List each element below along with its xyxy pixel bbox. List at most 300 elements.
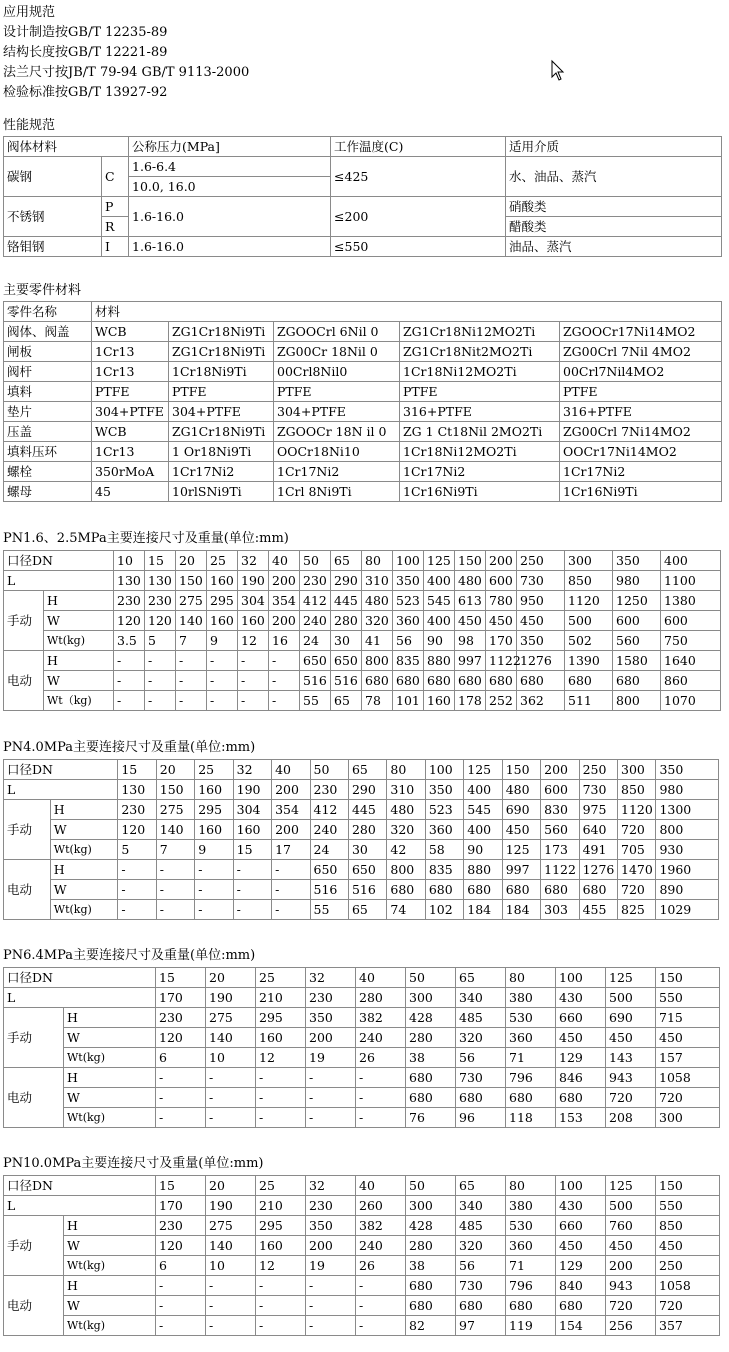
- value-cell: 230: [118, 800, 156, 820]
- part-name: 螺母: [4, 482, 92, 502]
- part-name: 阀体、阀盖: [4, 322, 92, 342]
- value-cell: 19: [306, 1256, 356, 1276]
- value-cell: 750: [661, 631, 721, 651]
- value-cell: -: [306, 1316, 356, 1336]
- sub-label: H: [44, 591, 114, 611]
- medium-cell: 醋酸类: [506, 217, 722, 237]
- value-cell: 280: [348, 820, 386, 840]
- value-cell: 1276: [579, 860, 617, 880]
- value-cell: 1960: [656, 860, 719, 880]
- row-label: 口径DN: [4, 760, 118, 780]
- material-cell: PTFE: [169, 382, 274, 402]
- value-cell: 160: [238, 611, 269, 631]
- value-cell: 1122: [486, 651, 517, 671]
- value-cell: 880: [424, 651, 455, 671]
- value-cell: 480: [387, 800, 425, 820]
- temperature-cell: ≤200: [331, 197, 506, 237]
- dn-cell: 100: [556, 968, 606, 988]
- part-name: 垫片: [4, 402, 92, 422]
- value-cell: 350: [517, 631, 565, 651]
- value-cell: 125: [502, 840, 540, 860]
- value-cell: 90: [464, 840, 502, 860]
- length-cell: 350: [425, 780, 463, 800]
- value-cell: 445: [331, 591, 362, 611]
- value-cell: 1058: [656, 1068, 720, 1088]
- length-cell: 310: [362, 571, 393, 591]
- value-cell: 680: [556, 1296, 606, 1316]
- value-cell: 303: [541, 900, 579, 920]
- value-cell: 5: [118, 840, 156, 860]
- value-cell: -: [207, 651, 238, 671]
- sub-label: W: [50, 820, 118, 840]
- value-cell: 65: [348, 900, 386, 920]
- value-cell: 412: [310, 800, 348, 820]
- value-cell: 16: [269, 631, 300, 651]
- value-cell: 200: [272, 820, 310, 840]
- table-row: [4, 880, 719, 900]
- value-cell: -: [356, 1276, 406, 1296]
- value-cell: 1120: [618, 800, 656, 820]
- table-row: [4, 1316, 720, 1336]
- dn-cell: 20: [156, 760, 194, 780]
- value-cell: 796: [506, 1068, 556, 1088]
- dn-cell: 40: [356, 1176, 406, 1196]
- length-cell: 290: [348, 780, 386, 800]
- value-cell: 280: [331, 611, 362, 631]
- value-cell: 24: [310, 840, 348, 860]
- value-cell: -: [356, 1068, 406, 1088]
- length-cell: 280: [356, 988, 406, 1008]
- row-label: L: [4, 988, 156, 1008]
- value-cell: -: [206, 1316, 256, 1336]
- value-cell: -: [238, 691, 269, 711]
- length-cell: 130: [145, 571, 176, 591]
- value-cell: -: [156, 1108, 206, 1128]
- value-cell: 943: [606, 1068, 656, 1088]
- value-cell: 560: [613, 631, 661, 651]
- value-cell: 796: [506, 1276, 556, 1296]
- value-cell: 450: [502, 820, 540, 840]
- material-cell: ZG1Cr18Nit2MO2Ti: [400, 342, 560, 362]
- sub-label: W: [64, 1296, 156, 1316]
- value-cell: 485: [456, 1008, 506, 1028]
- value-cell: 118: [506, 1108, 556, 1128]
- value-cell: 943: [606, 1276, 656, 1296]
- standard-line: 结构长度按GB/T 12221-89: [3, 45, 168, 60]
- material-cell: PTFE: [92, 382, 169, 402]
- dn-cell: 80: [362, 551, 393, 571]
- pressure-cell: 1.6-6.4: [129, 157, 331, 177]
- value-cell: -: [114, 651, 145, 671]
- value-cell: 98: [455, 631, 486, 651]
- dn-cell: 25: [256, 1176, 306, 1196]
- header-cell: 公称压力(MPa]: [129, 137, 331, 157]
- material-cell: 1Cr17Ni2: [274, 462, 400, 482]
- value-cell: 530: [506, 1216, 556, 1236]
- value-cell: 428: [406, 1008, 456, 1028]
- value-cell: 715: [656, 1008, 720, 1028]
- length-cell: 160: [195, 780, 233, 800]
- table-row: [4, 482, 722, 502]
- material-cell: 1Cr18Ni12MO2Ti: [400, 442, 560, 462]
- length-cell: 400: [464, 780, 502, 800]
- value-cell: 1640: [661, 651, 721, 671]
- value-cell: 382: [356, 1216, 406, 1236]
- value-cell: 275: [176, 591, 207, 611]
- value-cell: 1276: [517, 651, 565, 671]
- value-cell: 680: [406, 1276, 456, 1296]
- value-cell: 680: [613, 671, 661, 691]
- value-cell: 200: [306, 1236, 356, 1256]
- performance-title: 性能规范: [3, 118, 56, 133]
- value-cell: 680: [486, 671, 517, 691]
- value-cell: 173: [541, 840, 579, 860]
- value-cell: 55: [300, 691, 331, 711]
- value-cell: -: [306, 1276, 356, 1296]
- value-cell: 178: [455, 691, 486, 711]
- value-cell: 102: [425, 900, 463, 920]
- value-cell: 19: [306, 1048, 356, 1068]
- value-cell: -: [176, 671, 207, 691]
- value-cell: 660: [556, 1008, 606, 1028]
- length-cell: 480: [455, 571, 486, 591]
- value-cell: 295: [256, 1008, 306, 1028]
- value-cell: -: [145, 691, 176, 711]
- length-cell: 600: [541, 780, 579, 800]
- length-cell: 980: [613, 571, 661, 591]
- dn-cell: 350: [613, 551, 661, 571]
- sub-label: H: [44, 651, 114, 671]
- value-cell: -: [256, 1068, 306, 1088]
- table-row: [4, 1256, 720, 1276]
- value-cell: 1029: [656, 900, 719, 920]
- length-cell: 210: [256, 1196, 306, 1216]
- dn-cell: 20: [176, 551, 207, 571]
- value-cell: -: [156, 860, 194, 880]
- dn-cell: 15: [156, 1176, 206, 1196]
- value-cell: -: [272, 860, 310, 880]
- value-cell: -: [356, 1108, 406, 1128]
- value-cell: 12: [256, 1048, 306, 1068]
- dn-cell: 32: [233, 760, 271, 780]
- length-cell: 430: [556, 988, 606, 1008]
- value-cell: 680: [406, 1296, 456, 1316]
- material-cell: PTFE: [560, 382, 722, 402]
- value-cell: -: [238, 651, 269, 671]
- value-cell: 120: [156, 1028, 206, 1048]
- value-cell: -: [306, 1068, 356, 1088]
- value-cell: 119: [506, 1316, 556, 1336]
- value-cell: 412: [300, 591, 331, 611]
- value-cell: 600: [661, 611, 721, 631]
- value-cell: 160: [256, 1236, 306, 1256]
- dn-cell: 125: [606, 968, 656, 988]
- dn-cell: 125: [464, 760, 502, 780]
- value-cell: 360: [506, 1236, 556, 1256]
- value-cell: -: [114, 691, 145, 711]
- value-cell: 730: [456, 1276, 506, 1296]
- value-cell: 26: [356, 1256, 406, 1276]
- value-cell: 1250: [613, 591, 661, 611]
- electric-group-label: 电动: [4, 1276, 64, 1336]
- sub-label: Wt(kg): [64, 1256, 156, 1276]
- dn-cell: 15: [145, 551, 176, 571]
- value-cell: 256: [606, 1316, 656, 1336]
- value-cell: 200: [306, 1028, 356, 1048]
- value-cell: 30: [348, 840, 386, 860]
- material-cell: PTFE: [400, 382, 560, 402]
- dn-cell: 40: [272, 760, 310, 780]
- pn16-dimension-table: [3, 550, 721, 711]
- value-cell: -: [306, 1108, 356, 1128]
- length-cell: 600: [486, 571, 517, 591]
- value-cell: 140: [206, 1028, 256, 1048]
- value-cell: 705: [618, 840, 656, 860]
- dn-cell: 400: [661, 551, 721, 571]
- value-cell: 10: [206, 1048, 256, 1068]
- value-cell: -: [356, 1088, 406, 1108]
- value-cell: 1380: [661, 591, 721, 611]
- value-cell: -: [256, 1088, 306, 1108]
- sub-label: H: [64, 1008, 156, 1028]
- value-cell: 71: [506, 1048, 556, 1068]
- material-cell: 350rMoA: [92, 462, 169, 482]
- dn-cell: 65: [348, 760, 386, 780]
- table-row: [4, 1196, 720, 1216]
- table-row: [4, 591, 721, 611]
- value-cell: -: [176, 691, 207, 711]
- value-cell: 82: [406, 1316, 456, 1336]
- value-cell: 41: [362, 631, 393, 651]
- value-cell: 485: [456, 1216, 506, 1236]
- length-cell: 400: [424, 571, 455, 591]
- table-row: [4, 1176, 720, 1196]
- value-cell: 523: [393, 591, 424, 611]
- length-cell: 130: [118, 780, 156, 800]
- dn-cell: 150: [502, 760, 540, 780]
- value-cell: 450: [556, 1028, 606, 1048]
- table-row: [4, 1296, 720, 1316]
- value-cell: 97: [456, 1316, 506, 1336]
- sub-label: W: [64, 1088, 156, 1108]
- value-cell: 660: [556, 1216, 606, 1236]
- value-cell: 129: [556, 1256, 606, 1276]
- value-cell: -: [306, 1296, 356, 1316]
- value-cell: 160: [195, 820, 233, 840]
- value-cell: 1390: [565, 651, 613, 671]
- value-cell: 997: [455, 651, 486, 671]
- value-cell: 650: [300, 651, 331, 671]
- value-cell: 1470: [618, 860, 656, 880]
- temperature-cell: ≤550: [331, 237, 506, 257]
- value-cell: 74: [387, 900, 425, 920]
- value-cell: 835: [425, 860, 463, 880]
- length-cell: 150: [156, 780, 194, 800]
- value-cell: 200: [606, 1256, 656, 1276]
- length-cell: 500: [606, 1196, 656, 1216]
- value-cell: -: [272, 900, 310, 920]
- value-cell: 17: [272, 840, 310, 860]
- value-cell: 680: [556, 1088, 606, 1108]
- standards-title: 应用规范: [3, 5, 56, 20]
- sub-label: H: [64, 1276, 156, 1296]
- value-cell: 7: [156, 840, 194, 860]
- table-row: [4, 342, 722, 362]
- length-cell: 730: [517, 571, 565, 591]
- value-cell: 90: [424, 631, 455, 651]
- value-cell: -: [206, 1108, 256, 1128]
- value-cell: 250: [656, 1256, 720, 1276]
- dn-cell: 200: [486, 551, 517, 571]
- value-cell: 640: [579, 820, 617, 840]
- part-name: 填料压环: [4, 442, 92, 462]
- value-cell: 10: [206, 1256, 256, 1276]
- sub-label: H: [64, 1068, 156, 1088]
- value-cell: 120: [114, 611, 145, 631]
- value-cell: 975: [579, 800, 617, 820]
- value-cell: 160: [233, 820, 271, 840]
- sub-label: H: [50, 800, 118, 820]
- value-cell: -: [356, 1296, 406, 1316]
- medium-cell: 水、油品、蒸汽: [506, 157, 722, 197]
- row-label: 口径DN: [4, 551, 114, 571]
- material-cell: ZG1Cr18Ni9Ti: [169, 422, 274, 442]
- value-cell: 200: [269, 611, 300, 631]
- value-cell: 690: [606, 1008, 656, 1028]
- value-cell: 450: [455, 611, 486, 631]
- value-cell: 280: [406, 1028, 456, 1048]
- dn-cell: 250: [579, 760, 617, 780]
- dn-cell: 25: [256, 968, 306, 988]
- value-cell: 230: [145, 591, 176, 611]
- row-label: L: [4, 780, 118, 800]
- value-cell: 800: [387, 860, 425, 880]
- parts-title: 主要零件材料: [3, 283, 82, 298]
- material-cell: 45: [92, 482, 169, 502]
- value-cell: -: [269, 651, 300, 671]
- value-cell: 184: [502, 900, 540, 920]
- material-cell: ZG00Cr 18Nil 0: [274, 342, 400, 362]
- sub-label: Wt(kg): [64, 1108, 156, 1128]
- value-cell: 58: [425, 840, 463, 860]
- value-cell: 240: [356, 1236, 406, 1256]
- value-cell: 42: [387, 840, 425, 860]
- value-cell: 680: [506, 1296, 556, 1316]
- value-cell: 7: [176, 631, 207, 651]
- value-cell: -: [256, 1296, 306, 1316]
- value-cell: 890: [656, 880, 719, 900]
- value-cell: 362: [517, 691, 565, 711]
- value-cell: 500: [565, 611, 613, 631]
- dn-cell: 80: [387, 760, 425, 780]
- dn-cell: 15: [118, 760, 156, 780]
- value-cell: 880: [464, 860, 502, 880]
- header-cell: 材料: [92, 302, 722, 322]
- value-cell: 300: [656, 1108, 720, 1128]
- length-cell: 380: [506, 988, 556, 1008]
- value-cell: 3.5: [114, 631, 145, 651]
- dn-cell: 32: [238, 551, 269, 571]
- value-cell: 840: [556, 1276, 606, 1296]
- value-cell: 357: [656, 1316, 720, 1336]
- material-cell: ZG00Crl 7Ni14MO2: [560, 422, 722, 442]
- value-cell: -: [118, 880, 156, 900]
- sub-label: H: [64, 1216, 156, 1236]
- value-cell: 1120: [565, 591, 613, 611]
- dn-cell: 200: [541, 760, 579, 780]
- value-cell: -: [145, 651, 176, 671]
- value-cell: -: [233, 900, 271, 920]
- sub-label: W: [50, 880, 118, 900]
- value-cell: 680: [393, 671, 424, 691]
- value-cell: 9: [195, 840, 233, 860]
- pn64-title: PN6.4MPa主要连接尺寸及重量(单位:mm): [3, 948, 256, 963]
- table-row: [4, 1108, 720, 1128]
- value-cell: 320: [387, 820, 425, 840]
- part-name: 填料: [4, 382, 92, 402]
- value-cell: 360: [425, 820, 463, 840]
- standard-line: 设计制造按GB/T 12235-89: [3, 25, 168, 40]
- table-row: [4, 1048, 720, 1068]
- material-cell: ZG1Cr18Ni12MO2Ti: [400, 322, 560, 342]
- length-cell: 290: [331, 571, 362, 591]
- value-cell: 680: [506, 1088, 556, 1108]
- part-name: 螺栓: [4, 462, 92, 482]
- table-row: [4, 671, 721, 691]
- value-cell: 830: [541, 800, 579, 820]
- value-cell: 101: [393, 691, 424, 711]
- value-cell: 720: [606, 1296, 656, 1316]
- pn100-dimension-table: [3, 1175, 720, 1336]
- part-name: 压盖: [4, 422, 92, 442]
- value-cell: 1300: [656, 800, 719, 820]
- value-cell: 120: [118, 820, 156, 840]
- performance-table: [3, 136, 722, 257]
- value-cell: 9: [207, 631, 238, 651]
- table-row: [4, 462, 722, 482]
- value-cell: -: [256, 1316, 306, 1336]
- value-cell: 650: [348, 860, 386, 880]
- material-cell: 1Cr17Ni2: [560, 462, 722, 482]
- material-cell: 316+PTFE: [400, 402, 560, 422]
- value-cell: 143: [606, 1048, 656, 1068]
- medium-cell: 油品、蒸汽: [506, 237, 722, 257]
- length-cell: 350: [393, 571, 424, 591]
- value-cell: 15: [233, 840, 271, 860]
- value-cell: 140: [206, 1236, 256, 1256]
- row-label: L: [4, 571, 114, 591]
- material-cell: 1Cr18Ni12MO2Ti: [400, 362, 560, 382]
- pn64-dimension-table: [3, 967, 720, 1128]
- value-cell: 140: [176, 611, 207, 631]
- value-cell: -: [118, 860, 156, 880]
- value-cell: -: [233, 860, 271, 880]
- value-cell: 680: [541, 880, 579, 900]
- length-cell: 200: [269, 571, 300, 591]
- value-cell: -: [256, 1276, 306, 1296]
- table-row: [4, 1068, 720, 1088]
- length-cell: 850: [618, 780, 656, 800]
- value-cell: 56: [456, 1048, 506, 1068]
- length-cell: 300: [406, 988, 456, 1008]
- value-cell: -: [206, 1276, 256, 1296]
- material-cell: 1Cr13: [92, 362, 169, 382]
- value-cell: 275: [206, 1008, 256, 1028]
- table-row: [4, 551, 721, 571]
- dn-cell: 125: [424, 551, 455, 571]
- length-cell: 230: [306, 1196, 356, 1216]
- length-cell: 190: [206, 1196, 256, 1216]
